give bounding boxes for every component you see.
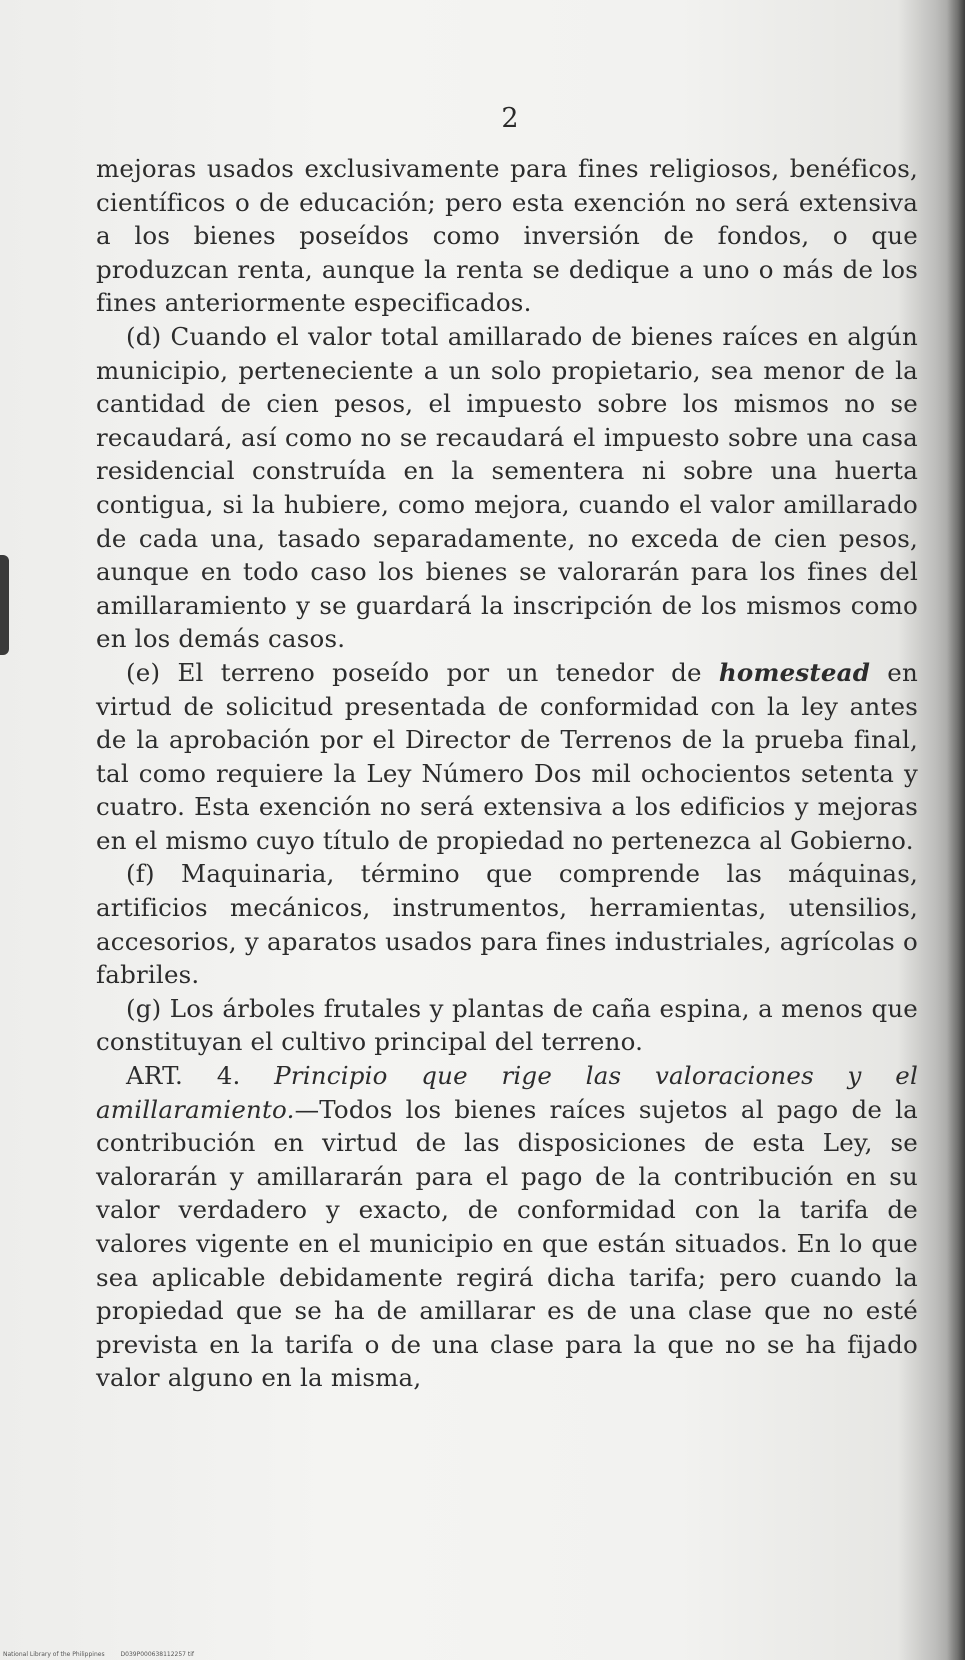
paragraph-text: Cuando el valor total amillarado de bienes raíces en algún municipio, perteneciente a un solo propietario, sea menor de la cantidad de cien pesos, el impuesto sobre los mismos no se recaudará, así como no se recaudará el impuesto sobre una casa residencial construída en la sementera ni sobre una huerta contigua, si la hubiere, como mejora, cuando el valor amillarado de cada una, tasado separadamente, no exceda de cien pesos, aunque en todo caso los bienes se valorarán para los fines del amillaramiento y se guardará la inscripción de los mismos como en los demás casos. xyxy=(96,321,918,654)
paragraph-label: (f) xyxy=(126,859,155,889)
paragraph-e xyxy=(96,656,918,858)
footer-code: D039P000638112257 tif xyxy=(120,1651,195,1658)
page-number: 2 xyxy=(501,103,519,134)
article-text: —Todos los bienes raíces sujetos al pago de la contribución en virtud de las disposiciones de esta Ley, se valorarán y amillararán para el pago de la contribución en su valor verdadero y exacto, de conformidad con la tarifa de valores vigente en el municipio en que están situados. En lo que sea aplicable debidamente regirá dicha tarifa; pero cuando la propiedad que se ha de amillarar es de una clase que no esté prevista en la tarifa o de una clase para la que no se ha fijado valor alguno en la misma, xyxy=(96,1094,918,1393)
paragraph-text-after: en virtud de solicitud presentada de conformidad con la ley antes de la aprobación por el Director de Terrenos de la prueba final, tal como requiere la Ley Número Dos mil ochocientos setenta y cuatro. Esta exención no será extensiva a los edificios y mejoras en el mismo cuyo título de propiedad no pertenezca al Gobierno. xyxy=(96,657,918,855)
article-4 xyxy=(96,1059,918,1395)
page-edge-shadow xyxy=(947,0,965,1660)
body-text xyxy=(96,152,918,1395)
paragraph-text: Maquinaria, término que comprende las máquinas, artificios mecánicos, instrumentos, herramientas, utensilios, accesorios, y aparatos usados para fines industriales, agrícolas o fabriles. xyxy=(96,859,918,990)
scan-footer xyxy=(3,1651,194,1658)
paragraph-text-before: El terreno poseído por un tenedor de xyxy=(177,657,702,687)
paragraph-text: mejoras usados exclusivamente para fines religiosos, benéficos, científicos o de educación; pero esta exención no será extensiva a los bienes poseídos como inversión de fondos, o que produzcan renta, aunque la renta se dedique a uno o más de los fines anteriormente especificados. xyxy=(96,154,918,318)
binding-mark xyxy=(0,555,9,655)
footer-library: National Library of the Philippines xyxy=(3,1651,105,1658)
article-label: ART. 4. xyxy=(126,1061,241,1091)
paragraph-label: (d) xyxy=(126,321,162,351)
paragraph-continuation xyxy=(96,152,918,320)
paragraph-label: (e) xyxy=(126,657,161,687)
italic-term: homestead xyxy=(718,657,871,687)
paragraph-d xyxy=(96,320,918,656)
paragraph-g xyxy=(96,992,918,1059)
paragraph-f xyxy=(96,857,918,991)
article-title: Principio que rige las valoraciones y el amillaramiento. xyxy=(96,1061,918,1124)
paragraph-text: Los árboles frutales y plantas de caña espina, a menos que constituyan el cultivo principal del terreno. xyxy=(96,993,918,1057)
paragraph-label: (g) xyxy=(126,993,162,1023)
